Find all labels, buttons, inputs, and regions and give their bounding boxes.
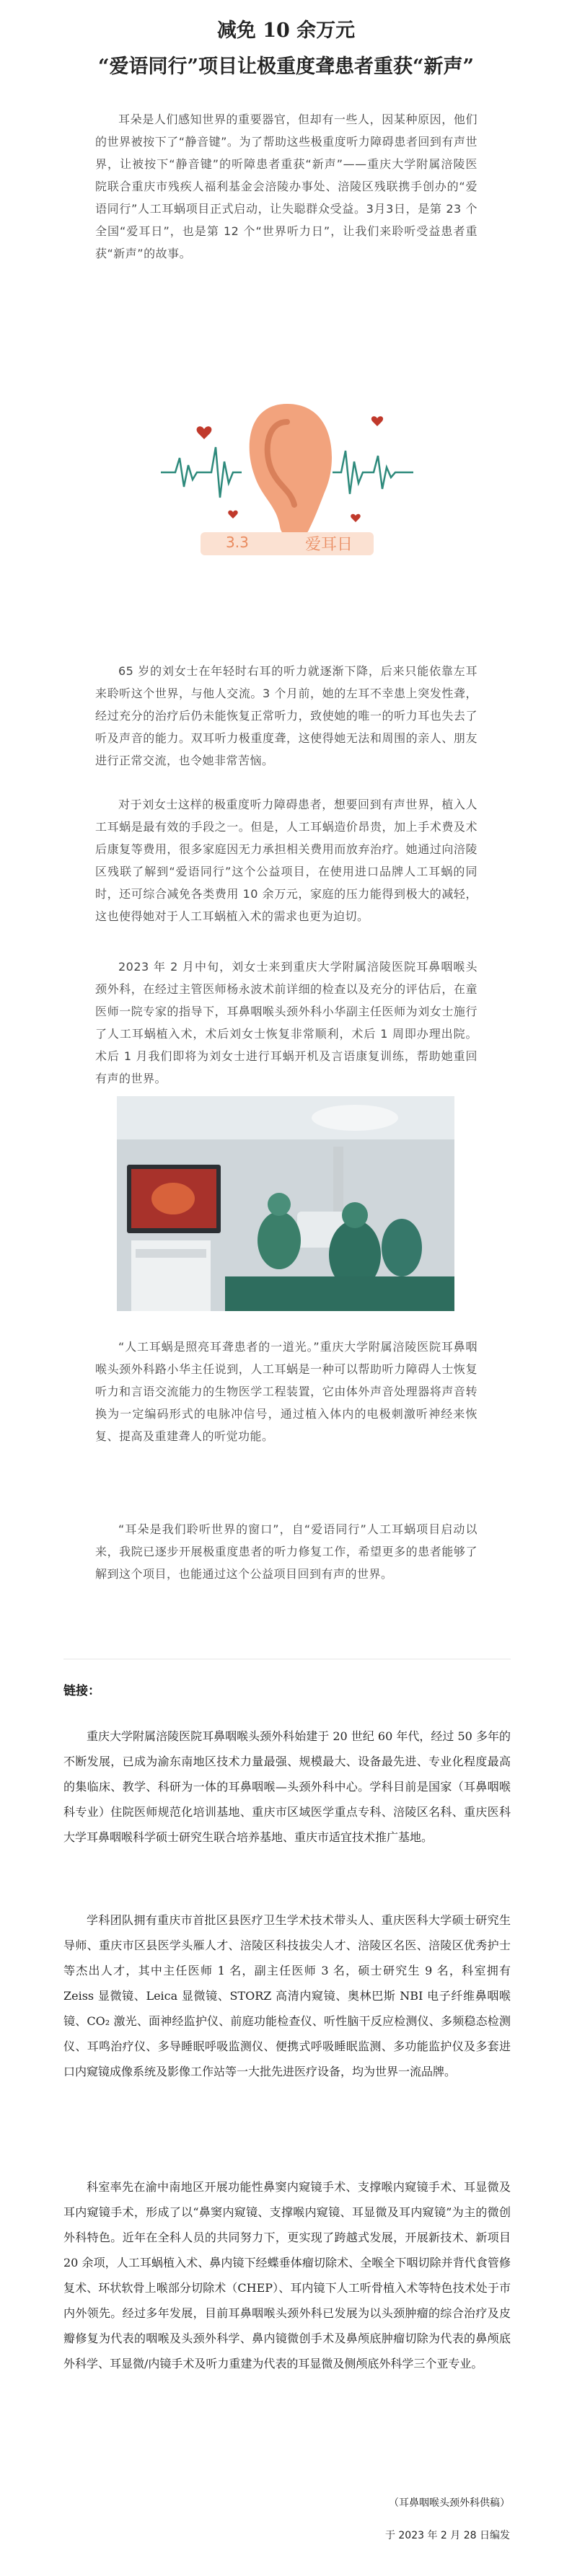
ear-day-illustration [161, 389, 413, 563]
headline-line-2: “爱语同行”项目让极重度聋患者重获“新声” [97, 56, 475, 78]
heart-icon [197, 426, 212, 439]
quote-paragraph-2: “耳朵是我们聆听世界的窗口”，自“爱语同行”人工耳蜗项目启动以来，我院已逐步开展极重度患者的听力修复工作，希望更多的患者能够了解到这个项目，也能通过这个公益项目回到有声的世界。 [95, 1522, 478, 1581]
heart-icon [228, 511, 238, 519]
department-paragraph-1: 重庆大学附属涪陵医院耳鼻咽喉头颈外科始建于 20 世纪 60 年代，经过 50 多年的不断发展，已成为渝东南地区技术力量最强、规模最大、设备最先进、专业化程度最高的集临床、教学、科研为一体的耳鼻咽喉—头颈外科中心。学科目前是国家（耳鼻咽喉科专业）住院医师规范化培训基地、重庆市区域医学重点专科、涪陵区名科、重庆医科大学耳鼻咽喉科学硕士研究生联合培养基地、重庆市适宜技术推广基地。 [63, 1729, 511, 1844]
department-paragraph-2: 学科团队拥有重庆市首批区县医疗卫生学术技术带头人、重庆医科大学硕士研究生导师、重庆市区县医学头雁人才、涪陵区科技拔尖人才、涪陵区名医、涪陵区优秀护士等杰出人才，其中主任医师 1 名，副主任医师 3 名，硕士研究生 9 名，科室拥有 Zeiss 显微镜、Leica 显微镜、STORZ 高清内窥镜、奥林巴斯 NBI 电子纤维鼻咽喉镜、CO₂ 激光、面神经监护仪、前庭功能检查仪、听性脑干反应检测仪、多频稳态检测仪、耳鸣治疗仪、多导睡眠呼吸监测仪、便携式呼吸睡眠监测、多功能监护仪及多套进口内窥镜成像系统及影像工作站等一大批先进医疗设备，均为世界一流品牌。 [63, 1913, 511, 2078]
department-paragraph-3: 科室率先在渝中南地区开展功能性鼻窦内窥镜手术、支撑喉内窥镜手术、耳显微及耳内窥镜手术，形成了以“鼻窦内窥镜、支撑喉内窥镜、耳显微及耳内窥镜”为主的微创外科特色。近年在全科人员的共同努力下，更实现了跨越式发展，开展新技术、新项目 20 余项，人工耳蜗植入术、鼻内镜下经蝶垂体瘤切除术、全喉全下咽切除并背代食管修复术、环状软骨上喉部分切除术（CHEP）、耳内镜下人工听骨植入术等特色技术处于市内外领先。经过多年发展，目前耳鼻咽喉头颈外科已发展为以头颈肿瘤的综合治疗及皮瓣修复为代表的咽喉及头颈外科学、鼻内镜微创手术及鼻颅底肿瘤切除为代表的鼻颅底外科学、耳显微/内镜手术及听力重建为代表的耳显微及侧颅底外科学三个亚专业。 [63, 2180, 511, 2370]
heart-icon [351, 514, 361, 522]
headline-line-1: 减免 10 余万元 [216, 19, 356, 42]
operating-room-image [117, 1096, 454, 1311]
day-label: 爱耳日 [305, 536, 353, 554]
ear-icon [161, 389, 413, 563]
heart-icon [371, 416, 383, 426]
publish-date: 于 2023 年 2 月 28 日编发 [384, 2530, 510, 2541]
story-paragraph-1: 65 岁的刘女士在年轻时右耳的听力就逐渐下降，后来只能依靠左耳来聆听这个世界，与他人交流。3 个月前，她的左耳不幸患上突发性聋，经过充分的治疗后仍未能恢复正常听力，致使她的唯一的听力耳也失去了听及声音的能力。双耳听力极重度聋，这使得她无法和周围的亲人、朋友进行正常交流，也令她非常苦恼。 [95, 664, 478, 767]
quote-paragraph-1: “人工耳蜗是照亮耳聋患者的一道光。”重庆大学附属涪陵医院耳鼻咽喉头颈外科路小华主任说到，人工耳蜗是一种可以帮助听力障碍人士恢复听力和言语交流能力的生物医学工程装置，它由体外声音处理器将声音转换为一定编码形式的电脉冲信号，通过植入体内的电极刺激听神经来恢复、提高及重建聋人的听觉功能。 [95, 1340, 478, 1443]
sound-wave-right [333, 451, 413, 494]
link-label: 链接： [63, 1684, 100, 1698]
sound-wave-left [161, 447, 242, 498]
surgery-photo [117, 1096, 454, 1311]
story-paragraph-2: 对于刘女士这样的极重度听力障碍患者，想要回到有声世界，植入人工耳蜗是最有效的手段之一。但是，人工耳蜗造价昂贵，加上手术费及术后康复等费用，很多家庭因无力承担相关费用而放弃治疗。她通过向涪陵区残联了解到“爱语同行”这个公益项目，在使用进口品牌人工耳蜗的同时，还可综合减免各类费用 10 余万元，家庭的压力能得到极大的减轻，这也使得她对于人工耳蜗植入术的需求也更为迫切。 [95, 798, 478, 923]
source-credit: （耳鼻咽喉头颈外科供稿） [389, 2497, 510, 2509]
ear-shape [250, 404, 332, 539]
date-label: 3.3 [226, 534, 249, 551]
intro-paragraph: 耳朵是人们感知世界的重要器官，但却有一些人，因某种原因，他们的世界被按下了“静音键”。为了帮助这些极重度听力障碍患者回到有声世界，让被按下“静音键”的听障患者重获“新声”——重庆大学附属涪陵医院联合重庆市残疾人福利基金会涪陵办事处、涪陵区残联携手创办的“爱语同行”人工耳蜗项目正式启动，让失聪群众受益。3月3日，是第 23 个全国“爱耳日”，也是第 12 个“世界听力日”，让我们来聆听受益患者重获“新声”的故事。 [95, 113, 478, 260]
story-paragraph-3: 2023 年 2 月中旬，刘女士来到重庆大学附属涪陵医院耳鼻咽喉头颈外科，在经过主管医师杨永波术前详细的检查以及充分的评估后，在童医师一院专家的指导下，耳鼻咽喉头颈外科小华副主任医师为刘女士施行了人工耳蜗植入术，术后刘女士恢复非常顺利，术后 1 周即办理出院。术后 1 月我们即将为刘女士进行耳蜗开机及言语康复训练，帮助她重回有声的世界。 [95, 960, 478, 1085]
